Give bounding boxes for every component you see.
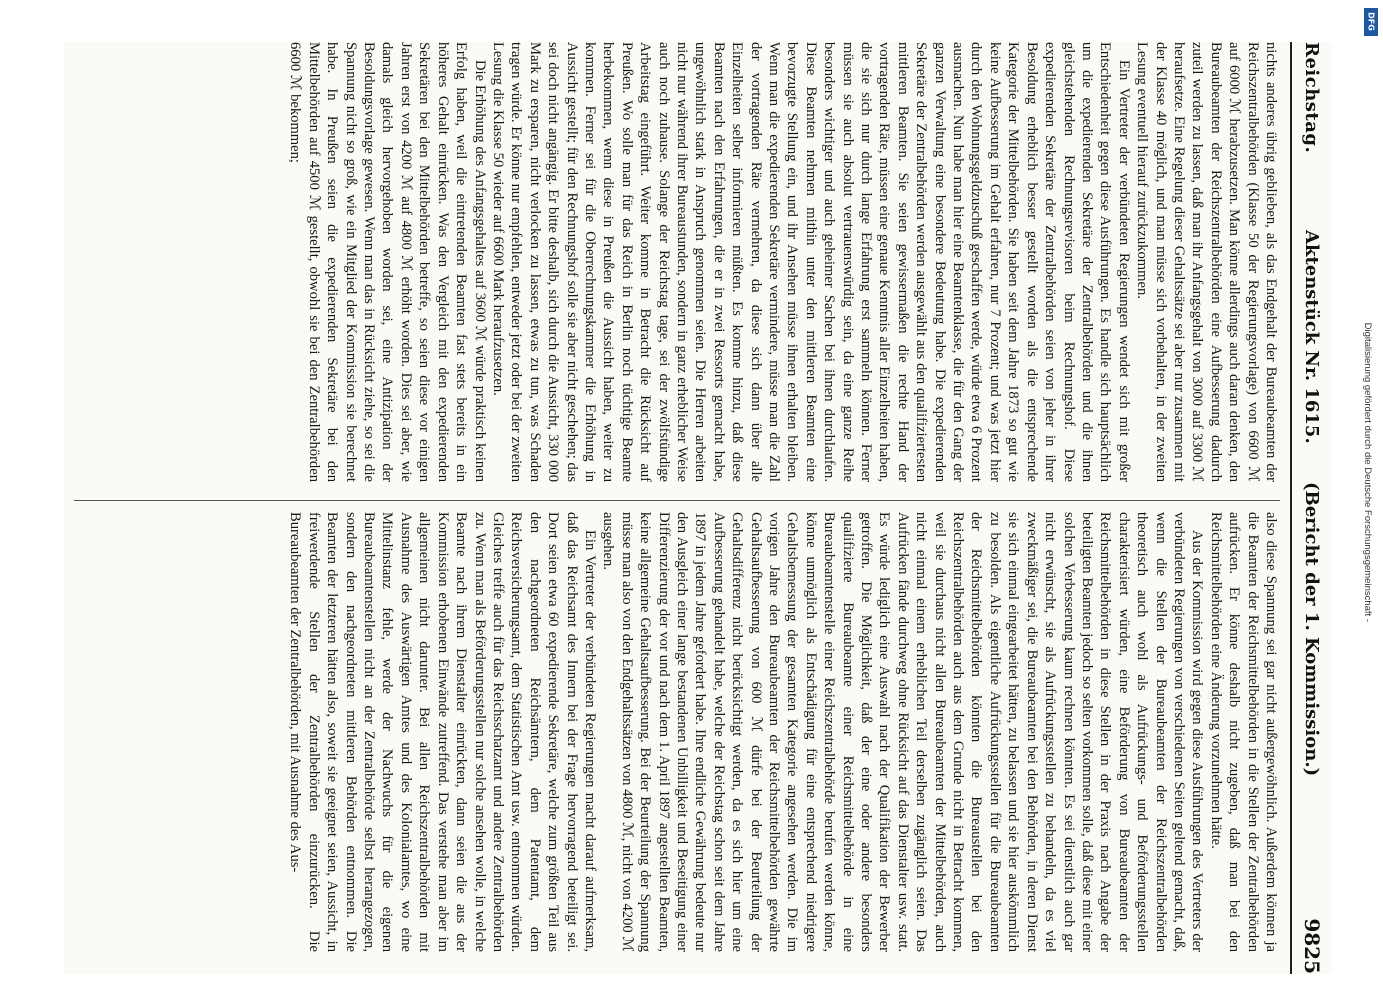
paragraph: nichts anderes übrig geblieben, als das Endgehalt der Bureaubeamten der Reichszentralbehörden (Klasse 50 der Regierungsvorlage) von 6600 ℳ auf 6000 ℳ herabzusetzen. Man könne allerdings auch daran denken, den Bureaubeamten der Reichszentralbehörden eine Aufbesserung dadurch zuteil werden zu lassen, daß man ihr Anfangsgehalt von 3000 auf 3300 ℳ heraufsetze. Eine Regelung dieser Gehaltssätze sei aber nur zusammen mit der Klasse 40 möglich, und man müsse sich vorbehalten, in der zweiten Lesung eventuell hierauf zurückzukommen. <box>1134 42 1279 482</box>
funding-note-text: Digitalisierung gefördert durch die Deutsche Forschungsgemeinschaft - <box>1362 322 1373 622</box>
dfg-logo-text: DFG <box>1366 12 1376 31</box>
running-header <box>1288 42 1332 974</box>
header-commission-report: (Bericht der 1. Kommission.) <box>1301 482 1322 777</box>
text-column-right <box>70 512 1280 952</box>
page-content <box>64 42 1332 974</box>
paragraph: Ein Vertreter der verbündeten Regierungen macht darauf aufmerksam, daß das Reichsamt des Innern bei der Frage hervorragend beteiligt sei. Dort seien etwa 60 expedierende Sekretäre, welche zum größten Teil aus den nachgeordneten Reichsämtern, dem Patentamt, dem Reichsversicherungsamt, dem Statistischen Amt usw. entnommen würden. Gleiches treffe auch für das Reichsschatzamt und andere Zentralbehörden zu. Wenn man als Beförderungsstellen nur solche ansehen wolle, in welche Beamte nach ihrem Dienstalter einrückten, dann seien die aus der Kommission erhobenen Einwände zutreffend. Das verstehe man aber im allgemeinen nicht darunter. Bei allen Reichszentralbehörden mit Ausnahme des Auswärtigen Amtes und des Kolonialamtes, wo eine Mittelinstanz fehle, werde der Nachwuchs für die eigenen Bureaubeamtenstellen nicht an der Zentralbehörde selbst herangezogen, sondern den nachgeordneten mittleren Behörden entnommen. Die Beamten der letzteren hätten also, soweit sie geeignet seien, Aussicht, in freiwerdende Stellen der Zentralbehörden einzurücken. Die Bureaubeamten der Zentralbehörden, mit Ausnahme des Aus- <box>287 512 598 952</box>
text-column-left <box>70 42 1280 482</box>
header-reichstag: Reichstag. <box>1301 42 1322 154</box>
paragraph: Ein Vertreter der verbündeten Regierungen wendet sich mit großer Entschiedenheit gegen diese Ausführungen. Es handle sich hauptsächlich um die expedierenden Sekretäre der Zentralbehörden und die ihnen gleichstehenden Rechnungsrevisoren beim Rechnungshof. Diese expedierenden Sekretäre der Zentralbehörden seien von jeher in ihrer Besoldung erheblich besser gestellt worden als die entsprechende Kategorie der Mittelbehörden. Sie haben seit dem Jahre 1873 so gut wie keine Aufbesserung im Gehalt erfahren, nur 7 Prozent; und was jetzt hier durch den Wohnungsgeldzuschuß geschaffen werde, würde etwa 6 Prozent ausmachen. Nun habe man hier eine Beamtenklasse, die für den Gang der ganzen Verwaltung eine besondere Bedeutung habe. Die expedierenden Sekretäre der Zentralbehörden werden ausgewählt aus den qualifiziertesten mittleren Beamten. Sie seien gewissermaßen die rechte Hand der vortragenden Räte, müssen eine genaue Kenntnis aller Einzelheiten haben, die sie sich nur durch lange Erfahrung erst sammeln können. Ferner müssen sie auch absolut vertrauenswürdig sein, da eine ganze Reihe besonders wichtiger und auch geheimer Sachen bei ihnen durchlaufen. Diese Beamten nehmen mithin unter den mittleren Beamten eine bevorzugte Stellung ein, und ihr Ansehen müsse ihnen erhalten bleiben. Wenn man die expedierenden Sekretäre vermindere, müsse man die Zahl der vortragenden Räte vermehren, da diese sich dann über alle Einzelheiten selber informieren müßten. Es komme hinzu, daß diese Beamten nach den Erfahrungen, die er in zwei Ressorts gemacht habe, ungewöhnlich stark in Anspruch genommen seien. Die Herren arbeiten nicht nur während ihrer Bureaustunden, sondern in ganz erheblicher Weise auch noch zuhause. Solange der Reichstag tage, sei der zwölfstündige Arbeitstag eingeführt. Weiter komme in Betracht die Rücksicht auf Preußen. Wo solle man für das Reich in Berlin noch tüchtige Beamte herbekommen, wenn diese in Preußen die Aussicht haben, weiter zu kommen. Ferner sei für die Oberrechnungskammer die Erhöhung in Aussicht gestellt; für den Rechnungshof solle sie aber nicht geschehen; das sei doch nicht angängig. Er bitte deshalb, sich durch die Aussicht, 330 000 Mark zu ersparen, nicht verlocken zu lassen, etwas zu tun, was Schaden tragen würde. Er könne nur empfehlen, entweder jetzt oder bei der zweiten Lesung die Klasse 50 wieder auf 6600 Mark heraufzusetzen. <box>489 42 1132 482</box>
paragraph: also diese Spannung sei gar nicht außergewöhnlich. Außerdem können ja die Beamten der Reichsmittelbehörden in die Stellen der Zentralbehörden aufrücken. Er könne deshalb nicht zugeben, daß man bei den Reichsmittelbehörden eine Änderung vorzunehmen hätte. <box>1207 512 1279 952</box>
page-number: 9825 <box>1300 918 1324 974</box>
paragraph: Aus der Kommission wird gegen diese Ausführungen des Vertreters der verbündeten Regierungen von verschiedenen Seiten geltend gemacht, daß, wenn die Stellen der Bureaubeamten der Reichszentralbehörden theoretisch auch wohl als Aufrückungs- und Beförderungsstellen charakterisiert würden, eine Beförderung von Bureaubeamten der Reichsmittelbehörden in diese Stellen in der Praxis nach Angabe der beteiligten Beamten jedoch so selten vorkommen solle, daß diese mit einer solchen Verbesserung kaum rechnen könnten. Es sei dienstlich auch gar nicht erwünscht, sie als Aufrückungsstellen zu behandeln, da es viel zweckmäßiger sei, die Bureaubeamten bei den Behörden, in deren Dienst sie sich einmal eingearbeitet hätten, zu belassen und sie hier auskömmlich zu besolden. Als eigentliche Aufrückungsstellen für die Bureaubeamten der Reichsmittelbehörden könnten die Bureaustellen bei den Reichszentralbehörden auch aus dem Grunde nicht in Betracht kommen, weil sie durchaus nicht allen Bureaubeamten der Mittelbehörden, auch nicht einmal einem erheblichen Teil derselben zugänglich seien. Das Aufrücken fände durchweg ohne Rücksicht auf das Dienstalter usw. statt. Es würde lediglich eine Auswahl nach der Qualifikation der Bewerber getroffen. Die Möglichkeit, daß der eine oder andere besonders qualifizierte Bureaubeamte einer Reichsmittelbehörde in eine Bureaubeamtenstelle einer Reichszentralbehörde berufen werden könne, könne unmöglich als Entschädigung für eine entsprechend niedrigere Gehaltsbemessung der gesamten Kategorie angesehen werden. Die im vorigen Jahre den Bureaubeamten der Reichsmittelbehörden gewährte Gehaltsaufbesserung von 600 ℳ dürfe bei der Beurteilung der Gehaltsdifferenz nicht berücksichtigt werden, da es sich hier um eine Aufbesserung gehandelt habe, welche der Reichstag schon seit dem Jahre 1897 in jedem Jahre gefordert habe. Ihre endliche Gewährung bedeute nur den Ausgleich einer lange bestandenen Unbilligkeit und Beseitigung einer Differenzierung der vor und nach dem 1. April 1897 angestellten Beamten, keine allgemeine Gehaltsaufbesserung. Bei der Beurteilung der Spannung müsse man also von den Endgehaltssätzen von 4800 ℳ, nicht von 4200 ℳ ausgehen. <box>600 512 1206 952</box>
header-document-number: Aktenstück Nr. 1615. <box>1301 230 1322 444</box>
funding-note <box>1356 10 1378 622</box>
column-divider <box>74 500 1280 501</box>
header-rule <box>1290 42 1292 974</box>
scanned-page <box>64 42 1332 974</box>
paragraph: Die Erhöhung des Anfangsgehaltes auf 3600 ℳ würde praktisch keinen Erfolg haben, weil die eintretenden Beamten fast stets bereits in ein höheres Gehalt einrücken. Was den Vergleich mit den expedierenden Sekretären bei den Mittelbehörden betreffe, so seien diese vor einigen Jahren erst von 4200 ℳ auf 4800 ℳ erhöht worden. Dies sei aber, wie damals gleich hervorgehoben worden sei, eine Antizipation der Besoldungsvorlage gewesen. Wenn man das in Rücksicht ziehe, so sei die Spannung nicht so groß, wie ein Mitglied der Kommission sie berechnet habe. In Preußen seien die expedierenden Sekretäre bei den Mittelbehörden auf 4500 ℳ gestellt, obwohl sie bei den Zentralbehörden 6600 ℳ bekommen; <box>287 42 488 482</box>
